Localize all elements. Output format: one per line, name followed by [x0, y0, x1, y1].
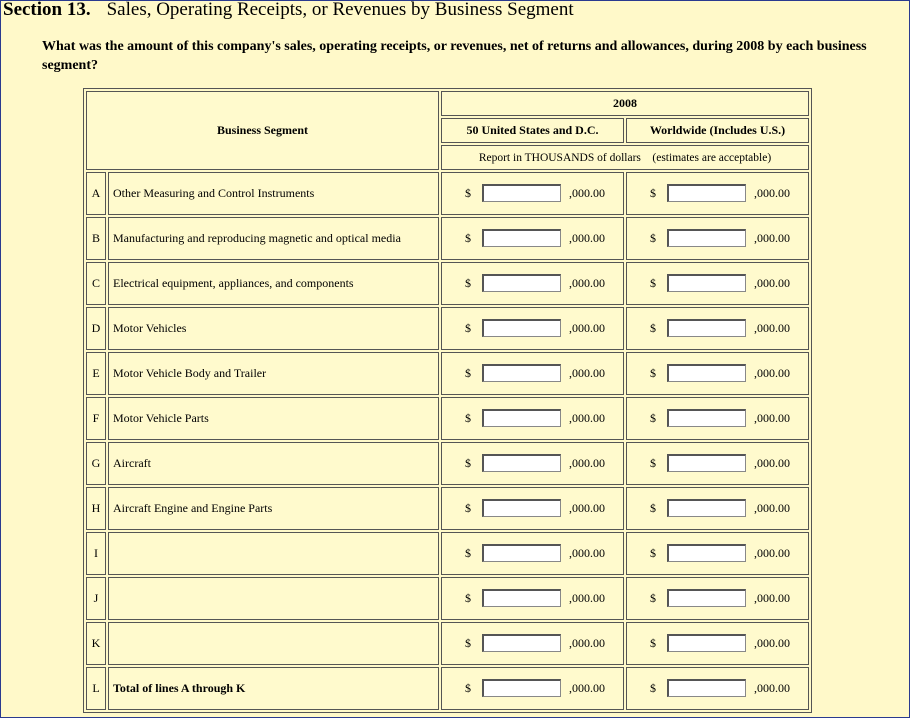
us-amount-cell — [441, 622, 624, 665]
dollar-sign: $ — [650, 636, 656, 650]
worldwide-amount-cell — [626, 307, 809, 350]
amount-suffix: ,000.00 — [754, 276, 790, 290]
amount-suffix: ,000.00 — [754, 636, 790, 650]
dollar-sign: $ — [465, 456, 471, 470]
dollar-sign: $ — [465, 591, 471, 605]
table-row — [86, 262, 809, 305]
amount-suffix: ,000.00 — [754, 186, 790, 200]
worldwide-amount-input[interactable] — [667, 634, 746, 652]
row-label: Motor Vehicles — [108, 307, 439, 350]
amount-suffix: ,000.00 — [754, 681, 790, 695]
us-amount-cell — [441, 307, 624, 350]
dollar-sign: $ — [650, 546, 656, 560]
row-label: Total of lines A through K — [108, 667, 439, 710]
dollar-sign: $ — [650, 411, 656, 425]
table-row — [86, 532, 809, 575]
worldwide-amount-input[interactable] — [667, 319, 746, 337]
row-label: Motor Vehicle Parts — [108, 397, 439, 440]
amount-suffix: ,000.00 — [569, 501, 605, 515]
worldwide-amount-cell — [626, 532, 809, 575]
dollar-sign: $ — [650, 591, 656, 605]
us-amount-input[interactable] — [482, 364, 561, 382]
dollar-sign: $ — [465, 321, 471, 335]
row-label: Aircraft — [108, 442, 439, 485]
dollar-sign: $ — [650, 321, 656, 335]
amount-suffix: ,000.00 — [569, 366, 605, 380]
worldwide-amount-cell — [626, 442, 809, 485]
amount-suffix: ,000.00 — [754, 231, 790, 245]
report-units-note: Report in THOUSANDS of dollars (estimates are acceptable) — [441, 145, 809, 170]
business-segment-header: Business Segment — [86, 91, 439, 170]
us-amount-cell — [441, 217, 624, 260]
table-row — [86, 622, 809, 665]
dollar-sign: $ — [650, 456, 656, 470]
amount-suffix: ,000.00 — [569, 456, 605, 470]
section-number: Section 13. — [3, 0, 91, 20]
amount-suffix: ,000.00 — [569, 411, 605, 425]
row-label: Other Measuring and Control Instruments — [108, 172, 439, 215]
row-label — [108, 532, 439, 575]
worldwide-amount-cell — [626, 577, 809, 620]
dollar-sign: $ — [650, 231, 656, 245]
amount-suffix: ,000.00 — [754, 366, 790, 380]
amount-suffix: ,000.00 — [754, 321, 790, 335]
worldwide-amount-input[interactable] — [667, 229, 746, 247]
dollar-sign: $ — [650, 276, 656, 290]
us-amount-cell — [441, 532, 624, 575]
dollar-sign: $ — [465, 501, 471, 515]
amount-suffix: ,000.00 — [569, 591, 605, 605]
worldwide-amount-cell — [626, 397, 809, 440]
row-letter: C — [86, 262, 106, 305]
table-row — [86, 352, 809, 395]
amount-suffix: ,000.00 — [754, 591, 790, 605]
section-heading — [3, 0, 574, 21]
us-amount-input[interactable] — [482, 229, 561, 247]
worldwide-amount-input[interactable] — [667, 589, 746, 607]
row-label: Manufacturing and reproducing magnetic and optical media — [108, 217, 439, 260]
us-amount-input[interactable] — [482, 319, 561, 337]
worldwide-amount-input[interactable] — [667, 544, 746, 562]
worldwide-amount-input[interactable] — [667, 454, 746, 472]
us-amount-input[interactable] — [482, 544, 561, 562]
us-amount-input[interactable] — [482, 499, 561, 517]
row-letter: G — [86, 442, 106, 485]
worldwide-amount-input[interactable] — [667, 364, 746, 382]
us-amount-cell — [441, 262, 624, 305]
us-amount-input[interactable] — [482, 454, 561, 472]
us-amount-input[interactable] — [482, 679, 561, 697]
amount-suffix: ,000.00 — [569, 321, 605, 335]
amount-suffix: ,000.00 — [569, 636, 605, 650]
row-letter: D — [86, 307, 106, 350]
table-row — [86, 172, 809, 215]
us-amount-input[interactable] — [482, 184, 561, 202]
dollar-sign: $ — [465, 231, 471, 245]
row-label: Electrical equipment, appliances, and components — [108, 262, 439, 305]
dollar-sign: $ — [650, 366, 656, 380]
row-letter: E — [86, 352, 106, 395]
us-amount-cell — [441, 442, 624, 485]
amount-suffix: ,000.00 — [569, 546, 605, 560]
worldwide-amount-cell — [626, 172, 809, 215]
worldwide-column-header: Worldwide (Includes U.S.) — [626, 118, 809, 143]
worldwide-amount-input[interactable] — [667, 679, 746, 697]
us-amount-cell — [441, 397, 624, 440]
us-amount-input[interactable] — [482, 409, 561, 427]
dollar-sign: $ — [650, 681, 656, 695]
row-letter: B — [86, 217, 106, 260]
worldwide-amount-cell — [626, 352, 809, 395]
dollar-sign: $ — [650, 186, 656, 200]
amount-suffix: ,000.00 — [569, 276, 605, 290]
us-column-header: 50 United States and D.C. — [441, 118, 624, 143]
dollar-sign: $ — [650, 501, 656, 515]
table-row — [86, 667, 809, 710]
worldwide-amount-input[interactable] — [667, 184, 746, 202]
table-row — [86, 442, 809, 485]
row-letter: K — [86, 622, 106, 665]
amount-suffix: ,000.00 — [754, 546, 790, 560]
worldwide-amount-cell — [626, 667, 809, 710]
question-text: What was the amount of this company's sales, operating receipts, or revenues, net of returns and allowances, during 2008 by each business segment? — [42, 39, 867, 73]
worldwide-amount-cell — [626, 262, 809, 305]
us-amount-cell — [441, 577, 624, 620]
us-amount-input[interactable] — [482, 274, 561, 292]
row-letter: I — [86, 532, 106, 575]
segment-table — [83, 88, 812, 713]
row-letter: F — [86, 397, 106, 440]
worldwide-amount-input[interactable] — [667, 409, 746, 427]
amount-suffix: ,000.00 — [569, 231, 605, 245]
dollar-sign: $ — [465, 636, 471, 650]
us-amount-cell — [441, 352, 624, 395]
table-row — [86, 217, 809, 260]
us-amount-input[interactable] — [482, 589, 561, 607]
row-label — [108, 622, 439, 665]
worldwide-amount-cell — [626, 487, 809, 530]
row-label: Motor Vehicle Body and Trailer — [108, 352, 439, 395]
row-letter: H — [86, 487, 106, 530]
dollar-sign: $ — [465, 276, 471, 290]
amount-suffix: ,000.00 — [569, 186, 605, 200]
table-row — [86, 397, 809, 440]
us-amount-cell — [441, 487, 624, 530]
dollar-sign: $ — [465, 186, 471, 200]
row-letter: L — [86, 667, 106, 710]
year-header: 2008 — [441, 91, 809, 116]
table-row — [86, 577, 809, 620]
worldwide-amount-input[interactable] — [667, 499, 746, 517]
amount-suffix: ,000.00 — [754, 501, 790, 515]
table-row — [86, 307, 809, 350]
section-title: Sales, Operating Receipts, or Revenues by Business Segment — [106, 0, 574, 20]
us-amount-cell — [441, 667, 624, 710]
worldwide-amount-cell — [626, 217, 809, 260]
amount-suffix: ,000.00 — [569, 681, 605, 695]
worldwide-amount-cell — [626, 622, 809, 665]
dollar-sign: $ — [465, 681, 471, 695]
worldwide-amount-input[interactable] — [667, 274, 746, 292]
amount-suffix: ,000.00 — [754, 456, 790, 470]
us-amount-cell — [441, 172, 624, 215]
row-label — [108, 577, 439, 620]
dollar-sign: $ — [465, 366, 471, 380]
row-label: Aircraft Engine and Engine Parts — [108, 487, 439, 530]
table-row — [86, 487, 809, 530]
row-letter: J — [86, 577, 106, 620]
amount-suffix: ,000.00 — [754, 411, 790, 425]
dollar-sign: $ — [465, 546, 471, 560]
us-amount-input[interactable] — [482, 634, 561, 652]
row-letter: A — [86, 172, 106, 215]
dollar-sign: $ — [465, 411, 471, 425]
